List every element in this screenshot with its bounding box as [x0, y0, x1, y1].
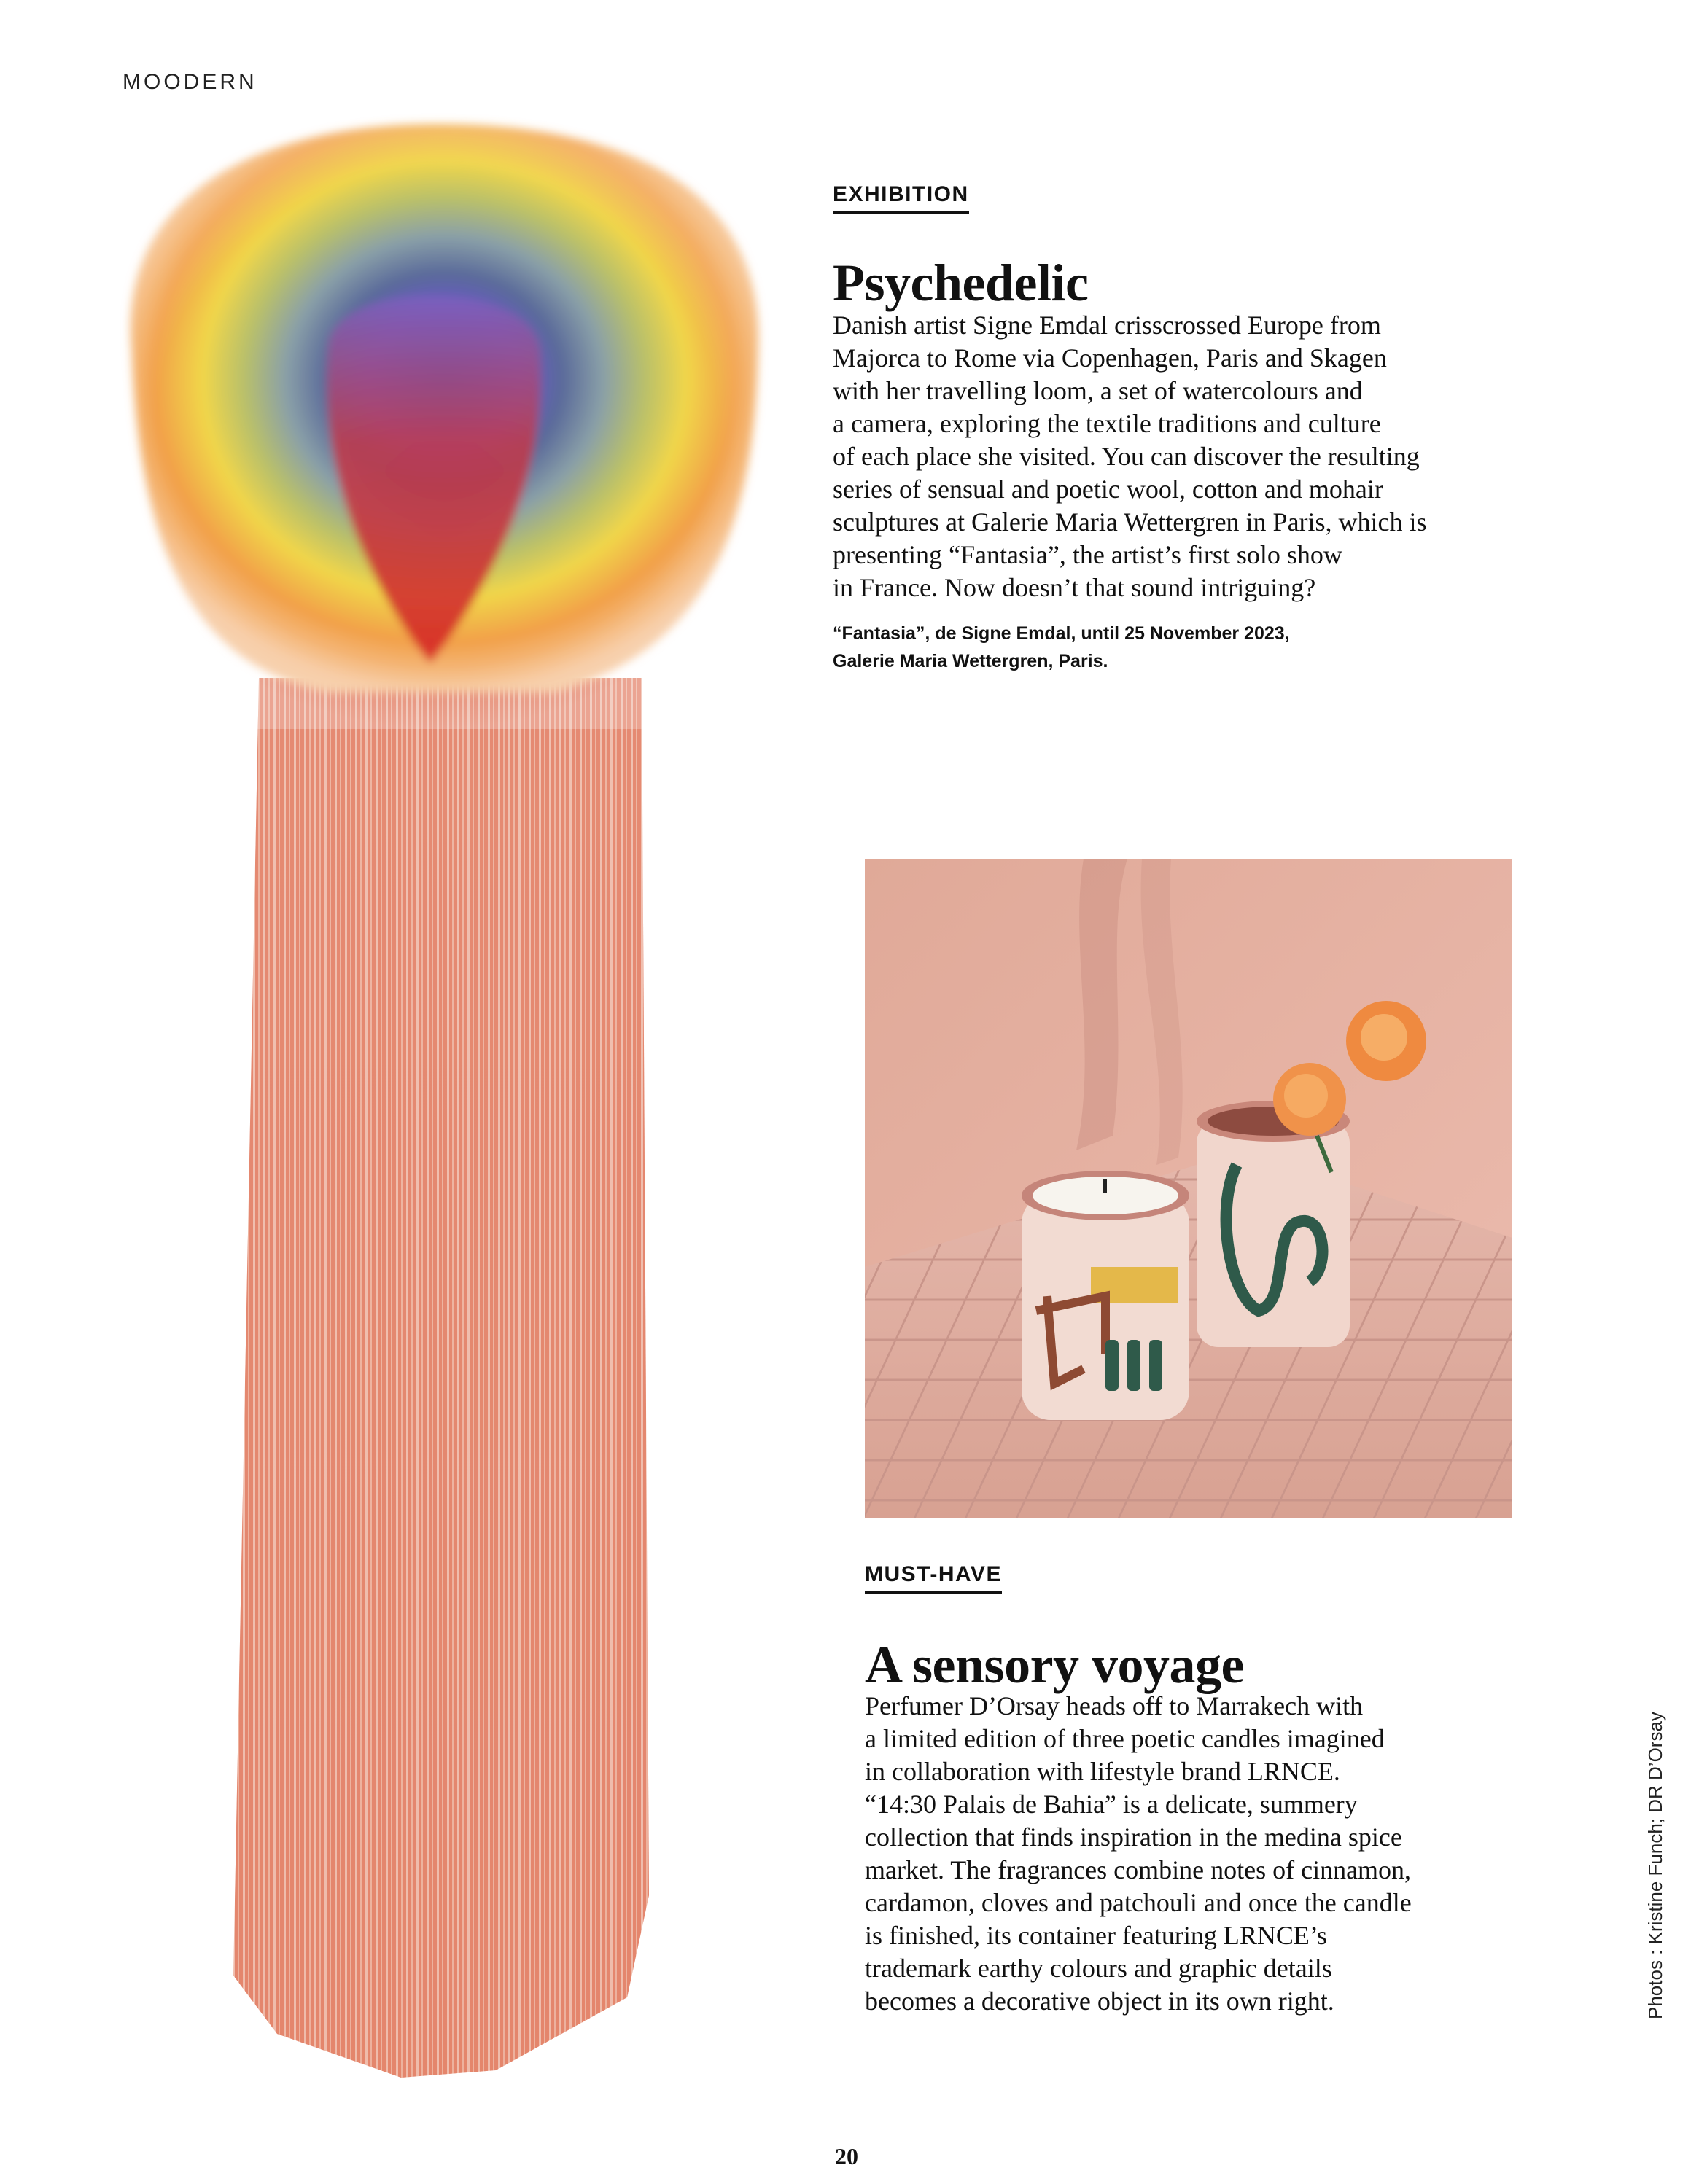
photo-credit: Photos : Kristine Funch; DR D’Orsay — [1644, 1712, 1666, 2019]
candle-photo — [865, 859, 1512, 1518]
body-line: is finished, its container featuring LRNCE’s — [865, 1921, 1327, 1950]
body-line: in collaboration with lifestyle brand LRNCE. — [865, 1757, 1340, 1786]
body-line: presenting “Fantasia”, the artist’s first solo show — [833, 540, 1342, 569]
body-line: a camera, exploring the textile traditions and culture — [833, 409, 1381, 438]
exhibition-kicker: EXHIBITION — [833, 182, 969, 214]
body-line: Danish artist Signe Emdal crisscrossed Europe from — [833, 311, 1381, 340]
must-have-headline: A sensory voyage — [865, 1636, 1244, 1694]
body-line: sculptures at Galerie Maria Wettergren in Paris, which is — [833, 507, 1427, 537]
textile-sculpture-photo — [88, 109, 788, 2078]
exhibition-headline: Psychedelic — [833, 254, 1089, 312]
body-line: of each place she visited. You can discover the resulting — [833, 442, 1420, 471]
body-line: Perfumer D’Orsay heads off to Marrakech with — [865, 1691, 1364, 1720]
body-line: Majorca to Rome via Copenhagen, Paris and Skagen — [833, 343, 1387, 373]
body-line: “14:30 Palais de Bahia” is a delicate, summery — [865, 1790, 1358, 1819]
body-line: trademark earthy colours and graphic details — [865, 1954, 1332, 1983]
body-line: becomes a decorative object in its own right. — [865, 1986, 1334, 2016]
body-line: series of sensual and poetic wool, cotton and mohair — [833, 475, 1383, 504]
must-have-body — [865, 1690, 1412, 2018]
body-line: market. The fragrances combine notes of cinnamon, — [865, 1855, 1412, 1884]
page-number: 20 — [835, 2143, 858, 2169]
body-line: with her travelling loom, a set of watercolours and — [833, 376, 1363, 405]
section-name: MOODERN — [123, 70, 257, 94]
exhibition-info-line: “Fantasia”, de Signe Emdal, until 25 November 2023, — [833, 623, 1290, 644]
body-line: a limited edition of three poetic candles imagined — [865, 1724, 1385, 1753]
body-line: cardamon, cloves and patchouli and once the candle — [865, 1888, 1412, 1917]
exhibition-body — [833, 309, 1427, 604]
must-have-kicker: MUST-HAVE — [865, 1562, 1002, 1594]
body-line: in France. Now doesn’t that sound intriguing? — [833, 573, 1316, 602]
exhibition-info — [833, 620, 1290, 675]
exhibition-info-line: Galerie Maria Wettergren, Paris. — [833, 651, 1108, 671]
body-line: collection that finds inspiration in the medina spice — [865, 1822, 1402, 1852]
